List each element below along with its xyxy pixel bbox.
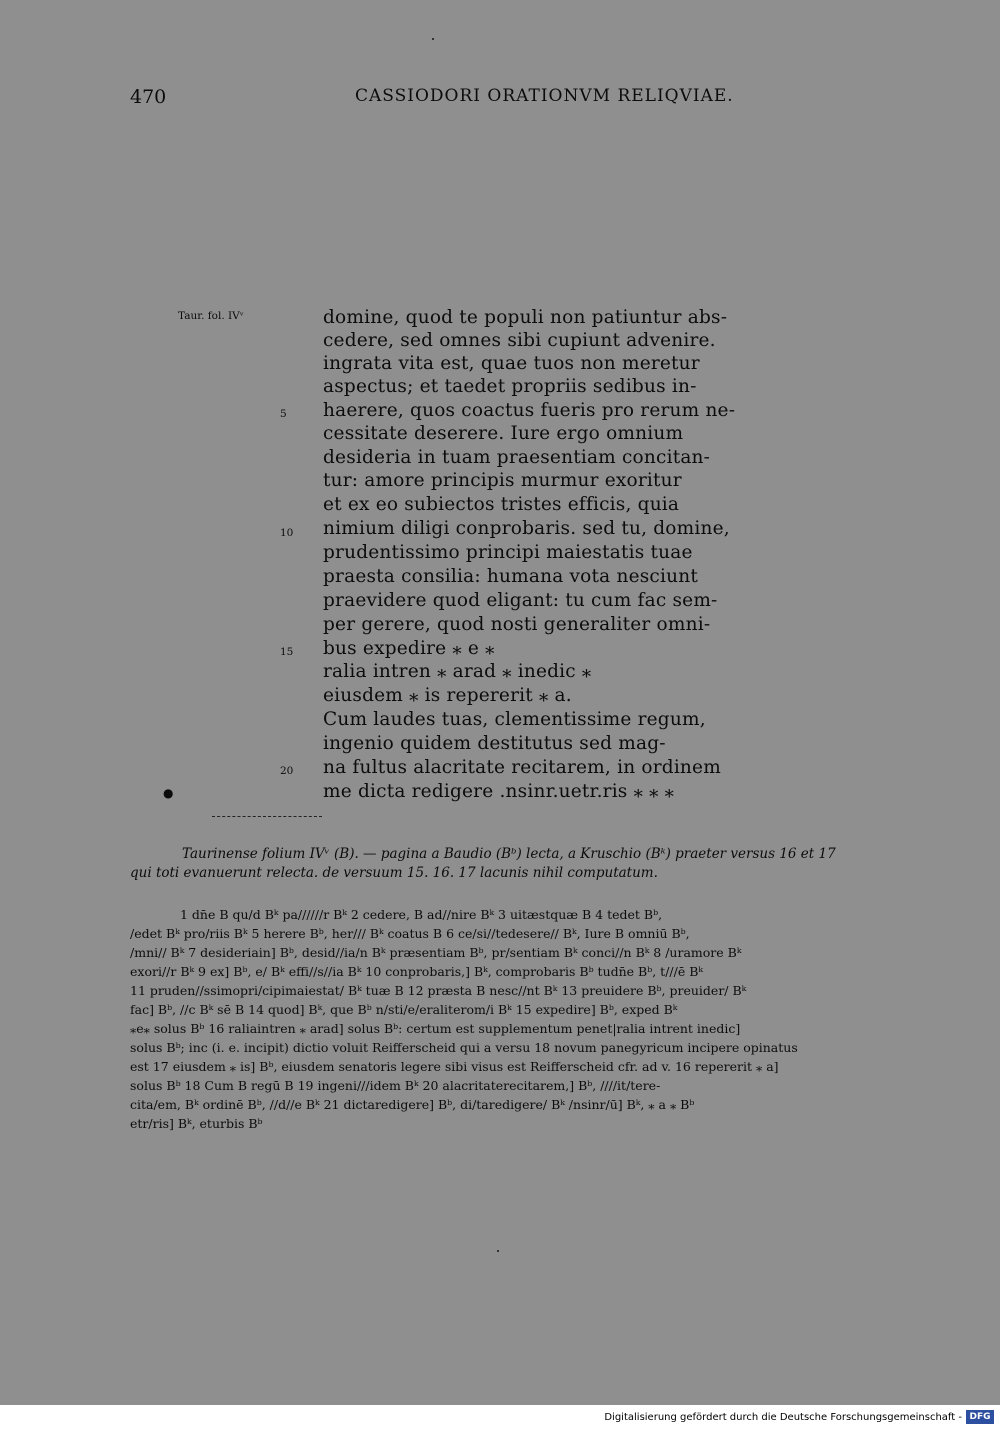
source-note: Taurinense folium IVᵛ (B). — pagina a Baudio (Bᵇ) lecta, a Kruschio (Bᵏ) praeter versus 16 et 17 [182, 846, 836, 862]
apparatus-line: exori//r Bᵏ 9 ex] Bᵇ, e/ Bᵏ effi//s//ia Bᵏ 10 conprobaris,] Bᵏ, comprobaris Bᵇ tudn̄e Bᵇ, t///ē Bᵏ [130, 964, 703, 979]
margin-bullet: ● [163, 786, 174, 800]
text-line: eiusdem ⁎ is repererit ⁎ a. [323, 685, 572, 706]
footer-credit: Digitalisierung gefördert durch die Deutsche Forschungsgemeinschaft - [604, 1412, 962, 1423]
text-line: ralia intren ⁎ arad ⁎ inedic ⁎ [323, 661, 592, 682]
apparatus-line: etr/ris] Bᵏ, eturbis Bᵇ [130, 1116, 263, 1131]
footer-bar [0, 1405, 1000, 1430]
apparatus-line: 11 pruden//ssimopri/cipimaiestat/ Bᵏ tuæ B 12 præsta B nesc//nt Bᵏ 13 preuidere Bᵇ, preuider/ Bᵏ [130, 983, 747, 998]
text-line: ingrata vita est, quae tuos non meretur [323, 353, 700, 374]
running-title: CASSIODORI ORATIONVM RELIQVIAE. [355, 86, 734, 106]
text-line: Cum laudes tuas, clementissime regum, [323, 709, 706, 730]
apparatus-line: 1 dn̄e B qu/d Bᵏ pa//////r Bᵏ 2 cedere, B ad//nire Bᵏ 3 uitæstquæ B 4 tedet Bᵇ, [180, 907, 663, 922]
text-line: praesta consilia: humana vota nesciunt [323, 566, 698, 587]
text-line: nimium diligi conprobaris. sed tu, domine, [323, 518, 730, 539]
source-note: qui toti evanuerunt relecta. de versuum 15. 16. 17 lacunis nihil computatum. [130, 865, 658, 881]
text-line: aspectus; et taedet propriis sedibus in- [323, 376, 697, 397]
text-line: me dicta redigere .nsinr.uetr.ris ⁎ ⁎ ⁎ [323, 781, 675, 802]
apparatus-line: ⁎e⁎ solus Bᵇ 16 raliaintren ⁎ arad] solus Bᵇ: certum est supplementum penet|ralia intrent inedic] [130, 1021, 741, 1036]
text-line: cedere, sed omnes sibi cupiunt advenire. [323, 330, 716, 351]
text-line: tur: amore principis murmur exoritur [323, 470, 682, 491]
text-line: desideria in tuam praesentiam concitan- [323, 447, 711, 468]
line-number: 5 [280, 408, 287, 420]
text-line: domine, quod te populi non patiuntur abs- [323, 307, 728, 328]
text-line: haerere, quos coactus fueris pro rerum ne- [323, 400, 736, 421]
apparatus-line: cita/em, Bᵏ ordinē Bᵇ, //d//e Bᵏ 21 dictaredigere] Bᵇ, di/taredigere/ Bᵏ /nsinr/ū] Bᵏ, ⁎ a ⁎ Bᵇ [130, 1097, 695, 1112]
text-line: ingenio quidem destitutus sed mag- [323, 733, 666, 754]
page-number: 470 [130, 86, 167, 108]
scan-speck [497, 1250, 499, 1252]
line-number: 15 [280, 646, 294, 658]
text-line: cessitate deserere. Iure ergo omnium [323, 423, 684, 444]
apparatus-line: fac] Bᵇ, //c Bᵏ sē B 14 quod] Bᵏ, que Bᵇ n/sti/e/eraliterom/i Bᵏ 15 expedire] Bᵇ, exped Bᵏ [130, 1002, 678, 1017]
margin-folio-note: Taur. fol. IVᵛ [178, 310, 244, 322]
text-line: per gerere, quod nosti generaliter omni- [323, 614, 711, 635]
scan-speck [432, 38, 434, 40]
text-line: et ex eo subiectos tristes efficis, quia [323, 494, 680, 515]
apparatus-line: solus Bᵇ 18 Cum B regū B 19 ingeni///idem Bᵏ 20 alacritaterecitarem,] Bᵇ, ////it/tere- [130, 1078, 661, 1093]
text-line: prudentissimo principi maiestatis tuae [323, 542, 693, 563]
line-number: 10 [280, 527, 294, 539]
dfg-logo[interactable]: DFG [966, 1410, 994, 1424]
text-line: praevidere quod eligant: tu cum fac sem- [323, 590, 718, 611]
apparatus-line: est 17 eiusdem ⁎ is] Bᵇ, eiusdem senatoris legere sibi visus est Reifferscheid cfr. ad v. 16 repererit ⁎ a] [130, 1059, 779, 1074]
apparatus-line: solus Bᵇ; inc (i. e. incipit) dictio voluit Reifferscheid qui a versu 18 novum panegyricum incipere opinatus [130, 1040, 798, 1055]
text-line: bus expedire ⁎ e ⁎ [323, 638, 495, 659]
line-number: 20 [280, 765, 294, 777]
section-rule [212, 816, 322, 817]
text-line: na fultus alacritate recitarem, in ordinem [323, 757, 721, 778]
apparatus-line: /mni// Bᵏ 7 desideriain] Bᵇ, desid//ia/n Bᵏ præsentiam Bᵇ, pr/sentiam Bᵏ conci//n Bᵏ 8 /uramore Bᵏ [130, 945, 742, 960]
apparatus-line: /edet Bᵏ pro/riis Bᵏ 5 herere Bᵇ, her/// Bᵏ coatus B 6 ce/si//tedesere// Bᵏ, Iure B omniū Bᵇ, [130, 926, 690, 941]
